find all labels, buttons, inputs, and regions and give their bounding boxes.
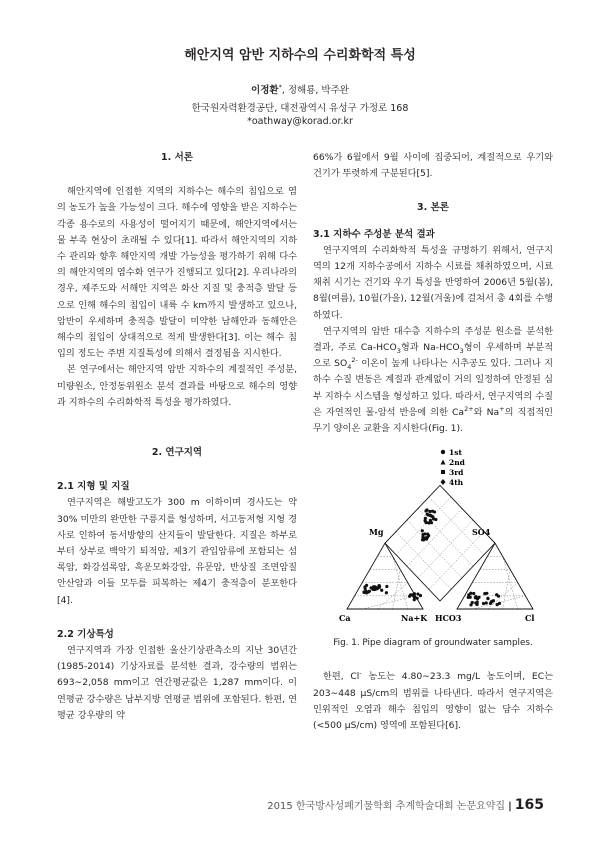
label-mg: Mg xyxy=(369,527,384,538)
sample-point xyxy=(362,591,365,594)
legend-label: 3rd xyxy=(449,468,464,478)
sample-point xyxy=(426,536,429,539)
sample-point xyxy=(365,584,368,587)
page-footer xyxy=(267,797,544,813)
label-cl: Cl xyxy=(525,613,535,624)
sample-point xyxy=(428,510,431,513)
sample-point xyxy=(431,516,434,519)
figure-caption: Fig. 1. Pipe diagram of groundwater samples. xyxy=(333,638,533,649)
body-heading: 3. 본론 xyxy=(417,202,449,214)
legend-label: 4th xyxy=(449,478,464,488)
sample-point xyxy=(421,533,424,536)
sample-point xyxy=(424,510,427,513)
sample-point xyxy=(472,592,475,595)
intro-paragraph-1: 해안지역에 인접한 지역의 지하수는 해수의 침입으로 염의 농도가 높을 가능성이 크다. 해수에 영향을 받은 지하수는 각종 용수로의 사용성이 떨어지기 때문에, 해안지역에서는 물 부족 현상이 초래될 수 있다[1]. 따라서 해안지역의 지하수 관리와 향후 해안지역 개발 가능성을 평가하기 위해 다수의 해안지역의 염수화 연구가 진행되고 있다[2]. 우리나라의 경우, 제주도와 서해안 지역은 화산 지질 및 충적층 발달 등으로 인해 해수의 침입이 내륙 수 km까지 발생하고 있으나, 암반이 우세하며 충적층 발달이 미약한 남해안과 동해안은 해수의 침입이 상대적으로 적게 발생한다[3]. 이는 해수 침입의 정도는 주변 지질특성에 의해서 결정됨을 지시한다. xyxy=(57,186,297,360)
sample-point xyxy=(411,594,414,597)
sample-point xyxy=(376,587,379,590)
footer-text: 2015 한국방사성폐기물학회 추계학술대회 논문요약집 xyxy=(267,801,506,812)
sample-point xyxy=(426,513,429,516)
sample-point xyxy=(373,586,376,589)
sample-point xyxy=(434,518,437,521)
sample-point xyxy=(498,602,501,605)
sample-point xyxy=(385,585,388,588)
footer-separator: | xyxy=(508,801,512,812)
final-paragraph: 한편, Cl- 농도는 4.80∼23.3 mg/L 농도이며, EC는 203∼448 μS/cm의 범위를 나타낸다. 따라서 연구지역은 인위적인 오염과 해수 침입의 영향이 없는 담수 지하수(<500 μS/cm) 영역에 포함된다[6]. xyxy=(313,669,554,732)
weather-heading: 2.2 기상특성 xyxy=(57,628,114,640)
sample-point xyxy=(486,597,489,600)
sample-point xyxy=(469,592,472,595)
sample-point xyxy=(385,591,388,594)
piper-diagram-svg xyxy=(313,443,553,629)
terrain-heading: 2.1 지형 및 지질 xyxy=(57,481,130,493)
left-column xyxy=(57,150,297,724)
page-number: 165 xyxy=(514,797,544,813)
study-area-heading: 2. 연구지역 xyxy=(151,447,203,459)
sample-point xyxy=(370,586,373,589)
sample-point xyxy=(416,593,419,596)
affiliation: 한국원자력환경공단, 대전광역시 유성구 가정로 168 xyxy=(191,103,409,114)
label-nak: Na+K xyxy=(401,613,428,624)
email: *oathway@korad.or.kr xyxy=(247,116,353,127)
sample-point xyxy=(425,521,428,524)
lead-author: 이정환 xyxy=(251,85,279,96)
sample-point xyxy=(416,597,419,600)
sample-point xyxy=(424,517,427,520)
sample-point xyxy=(483,592,486,595)
sample-point xyxy=(495,593,498,596)
sample-point xyxy=(482,602,485,605)
right-column xyxy=(313,150,553,734)
sample-point xyxy=(489,602,492,605)
terrain-paragraph: 연구지역은 해발고도가 300 m 이하이며 경사도는 약 30% 미만의 완만한 구릉지를 형성하며, 서고동저형 지형 경사로 인하여 동서방향의 산지들이 발달한다. 지질은 하부로부터 상부로 백악기 퇴적암, 제3기 관입암류에 포함되는 섬록암, 화강섬록암, 흑운모화강암, 유문암, 반상질 조면암질 안산암과 이들 모두를 피복하는 제4기 충적층이 분포한다[4]. xyxy=(57,497,297,606)
corresponding-mark: * xyxy=(278,82,282,91)
chemistry-heading: 3.1 지하수 주성분 분석 결과 xyxy=(313,228,435,240)
sample-point xyxy=(421,529,424,532)
piper-diagram xyxy=(313,443,553,629)
co-authors: , 정해룡, 박주완 xyxy=(281,85,349,96)
intro-paragraph-2: 본 연구에서는 해안지역 암반 지하수의 계절적인 주성분, 미량원소, 안정동위원소 분석 결과를 바탕으로 해수의 영향과 지하수의 수리화학적 특성을 평가하였다. xyxy=(57,364,297,408)
sample-point xyxy=(474,595,477,598)
author-list xyxy=(0,82,600,96)
sample-point xyxy=(474,602,477,605)
sample-point xyxy=(380,589,383,592)
weather-paragraph: 연구지역과 가장 인접한 울산기상관측소의 지난 30년간(1985-2014) 기상자료를 분석한 결과, 강수량의 범위는 693∼2,058 mm이고 연간평균값은 1,287 mm이다. 이 연평균 강수량은 남부지방 연평균 범위에 포함된다. 한편, 연평균 강우량의 약 xyxy=(57,645,297,721)
legend-marker xyxy=(441,460,446,465)
sample-point xyxy=(430,521,433,524)
sample-point xyxy=(469,596,472,599)
intro-heading: 1. 서론 xyxy=(161,152,193,163)
paper-title: 해안지역 암반 지하수의 수리화학적 특성 xyxy=(184,48,416,63)
sample-point xyxy=(471,601,474,604)
label-hco3: HCO3 xyxy=(435,613,462,624)
sample-point xyxy=(413,598,416,601)
label-so4: SO4 xyxy=(472,527,491,538)
chemistry-paragraph-2: 연구지역의 암반 대수층 지하수의 주성분 원소를 분석한 결과, 주로 $Ca-HCO_3$형과 $Na-HCO_3$형이 우세하며 부분적으로 $SO_4^{2-}$ 이온이 높게 나타나는 시추공도 있다. 그러나 지하수 수질 변동은 계절과 관계없이 거의 일정하여 안정된 심부 지하수 시스템을 형성하고 있다. 따라서, 연구지역의 수질은 자연적인 물-암석 반응에 의한 $Ca^{2+}$와 Na+의 직접적인 무기 양이온 교환을 지시한다(Fig. 1). xyxy=(313,325,554,435)
label-ca: Ca xyxy=(339,613,351,624)
legend-marker xyxy=(441,470,445,474)
sample-point xyxy=(485,602,488,605)
legend-marker xyxy=(441,479,446,485)
sample-point xyxy=(367,591,370,594)
legend-label: 2nd xyxy=(449,458,465,468)
legend-label: 1st xyxy=(449,448,462,458)
weather-paragraph-continued: 66%가 6월에서 9월 사이에 집중되어, 계절적으로 우기와 건기가 뚜렷하게 구분된다[5]. xyxy=(313,152,553,180)
chemistry-paragraph-1: 연구지역의 수리화학적 특성을 규명하기 위해서, 연구지역의 12개 지하수공에서 지하수 시료를 채취하였으며, 시료채취 시기는 건기와 우기 특성을 반영하여 2006년 5월(봄), 8월(여름), 10월(가을), 12월(겨울)에 걸쳐서 총 4회를 수행하였다. xyxy=(313,244,553,321)
legend-marker xyxy=(441,450,445,454)
